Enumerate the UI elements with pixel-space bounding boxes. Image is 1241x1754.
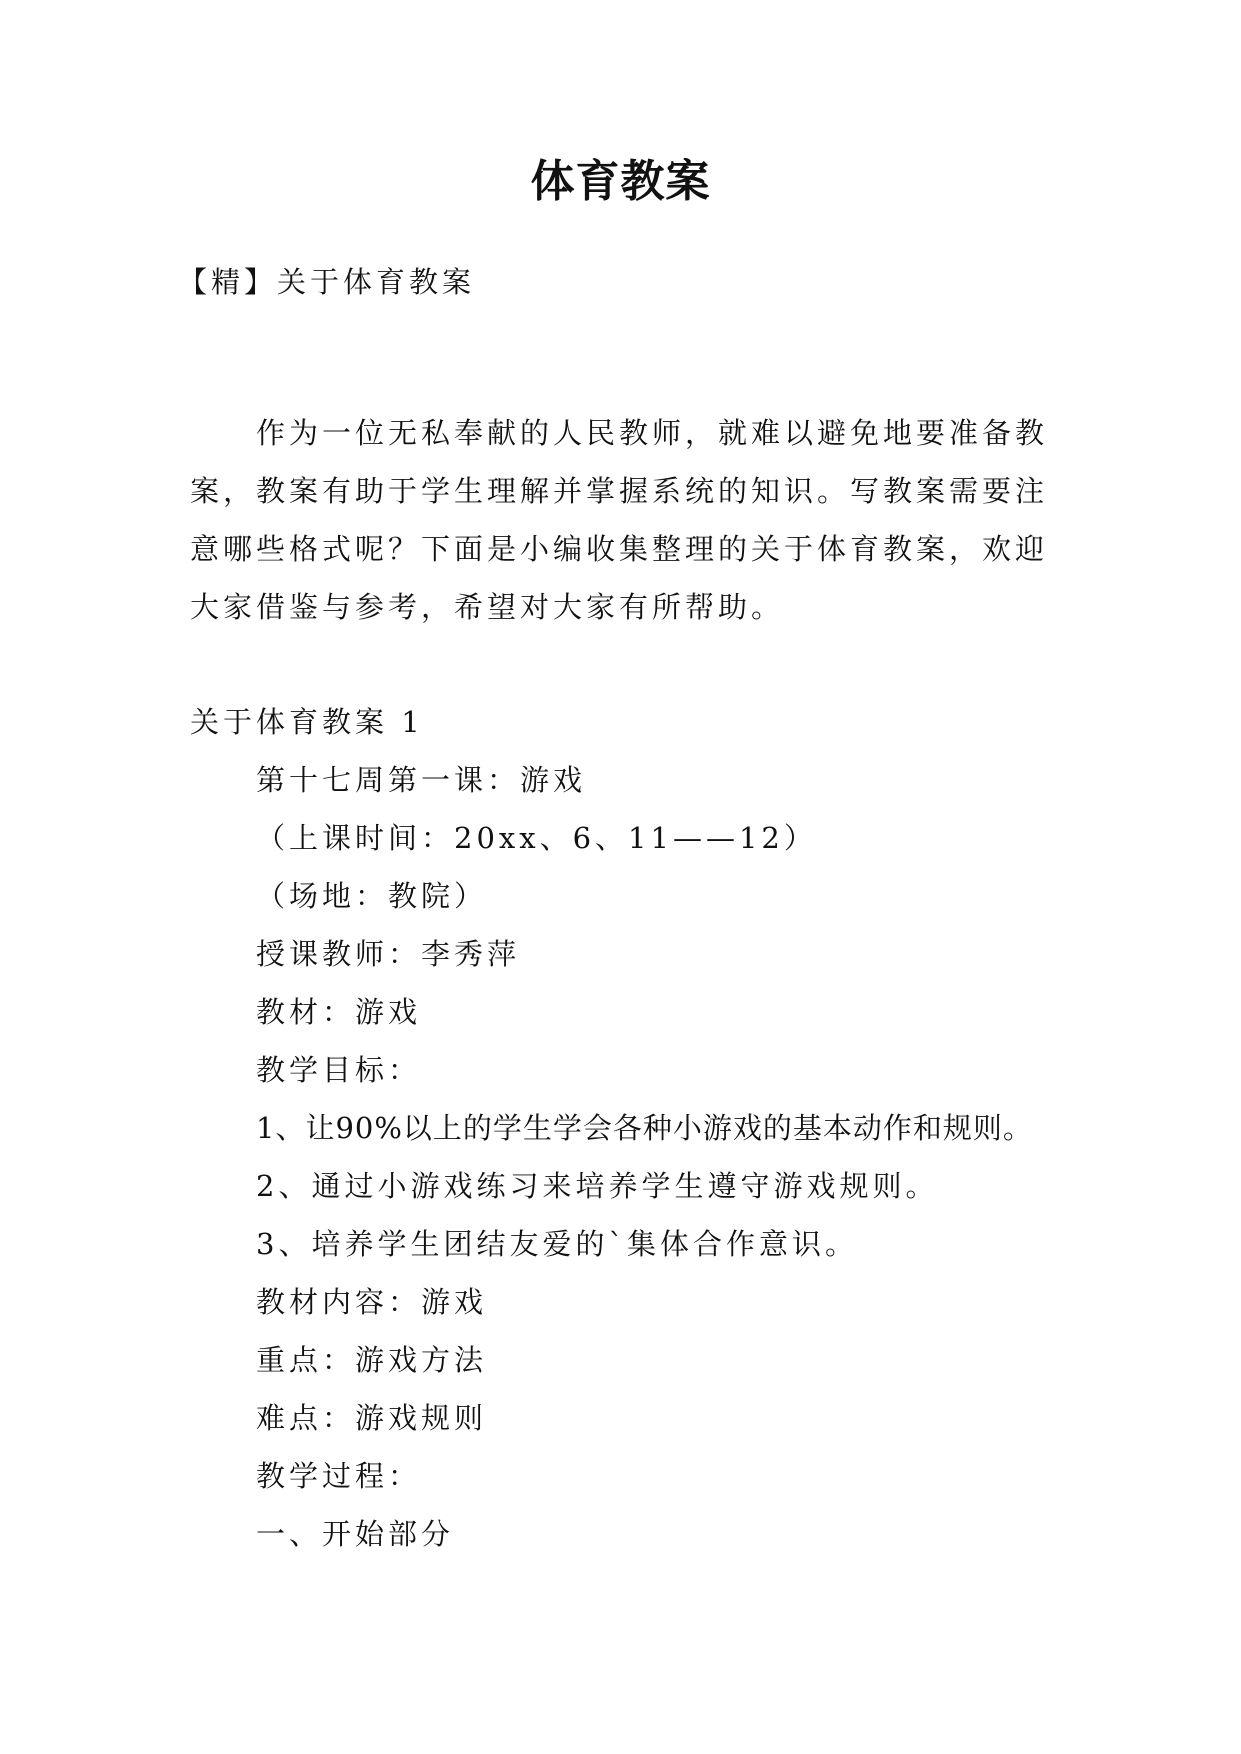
section-heading: 关于体育教案 1	[190, 705, 424, 739]
lesson-line: 第十七周第一课：游戏	[256, 763, 587, 797]
lesson-line: （场地：教院）	[256, 879, 488, 913]
lesson-line: 重点：游戏方法	[256, 1343, 488, 1377]
lesson-line: 教学目标：	[256, 1053, 422, 1087]
lesson-line: 教材：游戏	[256, 995, 422, 1029]
lesson-line: （上课时间：20xx、6、11——12）	[256, 821, 817, 855]
intro-paragraph: 作为一位无私奉献的人民教师，就难以避免地要准备教案，教案有助于学生理解并掌握系统的知识。写教案需要注意哪些格式呢？下面是小编收集整理的关于体育教案，欢迎大家借鉴与参考，希望对大家有所帮助。	[190, 416, 1049, 624]
lesson-line: 授课教师：李秀萍	[256, 937, 521, 971]
lesson-line: 难点：游戏规则	[256, 1401, 488, 1435]
lesson-line: 2、通过小游戏练习来培养学生遵守游戏规则。	[256, 1169, 939, 1203]
doc-subtitle: 【精】关于体育教案	[178, 265, 476, 299]
page-title: 体育教案	[530, 156, 711, 207]
lesson-line: 教学过程：	[256, 1459, 422, 1493]
lesson-line: 3、培养学生团结友爱的`集体合作意识。	[256, 1227, 858, 1261]
lesson-line: 一、开始部分	[256, 1517, 455, 1551]
lesson-line: 1、让90%以上的学生学会各种小游戏的基本动作和规则。	[256, 1111, 1033, 1145]
lesson-line: 教材内容：游戏	[256, 1285, 488, 1319]
